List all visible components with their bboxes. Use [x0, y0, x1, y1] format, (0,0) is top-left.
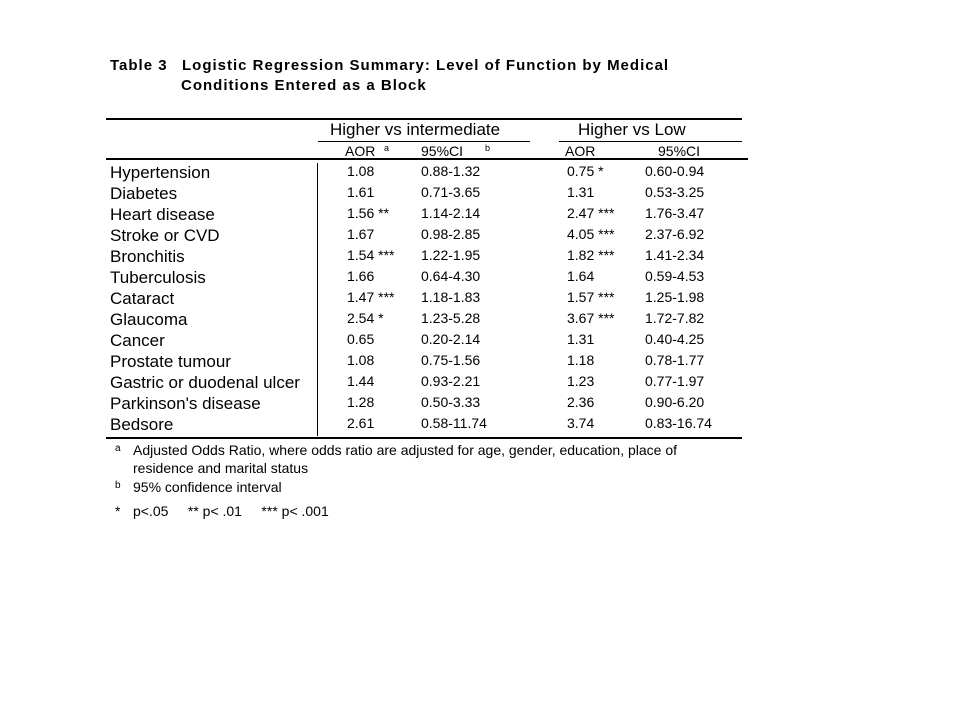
ci-intermediate: 0.88-1.32 — [421, 163, 481, 179]
ci-intermediate: 0.50-3.33 — [421, 394, 481, 410]
ci-intermediate: 0.64-4.30 — [421, 268, 481, 284]
aor-low: 1.57 *** — [567, 289, 615, 305]
ci-low: 0.59-4.53 — [645, 268, 705, 284]
condition-label: Tuberculosis — [110, 268, 206, 287]
ci-low: 1.76-3.47 — [645, 205, 705, 221]
significance-mark: * — [115, 503, 121, 519]
aor-intermediate: 1.67 — [347, 226, 375, 242]
condition-label: Bronchitis — [110, 247, 185, 266]
aor-intermediate: 1.08 — [347, 163, 375, 179]
group-header-higher-vs-low: Higher vs Low — [578, 120, 686, 139]
column-divider — [317, 163, 318, 436]
col-header-ci-1: 95%CI — [421, 143, 464, 159]
condition-label: Stroke or CVD — [110, 226, 220, 245]
ci-intermediate: 0.20-2.14 — [421, 331, 481, 347]
condition-label: Heart disease — [110, 205, 215, 224]
bottom-rule — [106, 437, 742, 439]
ci-low: 0.77-1.97 — [645, 373, 705, 389]
ci-intermediate: 1.23-5.28 — [421, 310, 481, 326]
footnote-a-text-line1: Adjusted Odds Ratio, where odds ratio are adjusted for age, gender, education, place of — [133, 442, 678, 458]
group-header-higher-vs-intermediate: Higher vs intermediate — [330, 120, 501, 139]
table-title-line1: Logistic Regression Summary: Level of Function by Medical — [182, 57, 670, 74]
ci-intermediate: 1.18-1.83 — [421, 289, 481, 305]
aor-intermediate: 0.65 — [347, 331, 375, 347]
ci-intermediate: 0.93-2.21 — [421, 373, 481, 389]
footnote-b-mark: b — [115, 480, 121, 491]
footnote-a-mark: a — [115, 443, 121, 454]
aor-low: 3.74 — [567, 415, 595, 431]
condition-label: Diabetes — [110, 184, 178, 203]
aor-low: 1.31 — [567, 331, 595, 347]
aor-low: 1.64 — [567, 268, 595, 284]
ci-low: 1.41-2.34 — [645, 247, 705, 263]
aor-intermediate: 2.54 * — [347, 310, 384, 326]
footnote-a-text-line2: residence and marital status — [133, 460, 309, 476]
col-header-aor-2: AOR — [565, 143, 596, 159]
aor-intermediate: 1.28 — [347, 394, 375, 410]
ci-footnote-mark: b — [485, 143, 491, 153]
ci-low: 1.72-7.82 — [645, 310, 705, 326]
ci-low: 0.78-1.77 — [645, 352, 705, 368]
condition-label: Parkinson's disease — [110, 394, 261, 413]
ci-low: 0.90-6.20 — [645, 394, 705, 410]
aor-intermediate: 1.66 — [347, 268, 375, 284]
aor-low: 1.31 — [567, 184, 595, 200]
ci-intermediate: 0.71-3.65 — [421, 184, 481, 200]
group2-underline — [559, 141, 742, 142]
table-title-line2: Conditions Entered as a Block — [181, 77, 427, 94]
aor-low: 4.05 *** — [567, 226, 615, 242]
aor-low: 3.67 *** — [567, 310, 615, 326]
ci-low: 0.53-3.25 — [645, 184, 705, 200]
aor-intermediate: 1.61 — [347, 184, 375, 200]
condition-label: Prostate tumour — [110, 352, 231, 371]
aor-low: 0.75 * — [567, 163, 604, 179]
ci-intermediate: 0.75-1.56 — [421, 352, 481, 368]
ci-intermediate: 1.22-1.95 — [421, 247, 481, 263]
aor-low: 1.23 — [567, 373, 595, 389]
ci-low: 0.60-0.94 — [645, 163, 705, 179]
aor-low: 2.47 *** — [567, 205, 615, 221]
aor-low: 1.18 — [567, 352, 595, 368]
aor-intermediate: 1.44 — [347, 373, 375, 389]
aor-low: 1.82 *** — [567, 247, 615, 263]
group1-underline — [318, 141, 530, 142]
col-header-aor-1: AOR — [345, 143, 376, 159]
condition-label: Hypertension — [110, 163, 211, 182]
ci-intermediate: 0.58-11.74 — [421, 415, 487, 431]
condition-label: Gastric or duodenal ulcer — [110, 373, 300, 392]
ci-low: 0.40-4.25 — [645, 331, 705, 347]
ci-low: 2.37-6.92 — [645, 226, 705, 242]
table-number: Table 3 — [110, 57, 168, 74]
aor-intermediate: 2.61 — [347, 415, 375, 431]
aor-intermediate: 1.47 *** — [347, 289, 395, 305]
footnote-b-text: 95% confidence interval — [133, 479, 282, 495]
condition-label: Bedsore — [110, 415, 174, 434]
ci-intermediate: 1.14-2.14 — [421, 205, 481, 221]
condition-label: Cancer — [110, 331, 165, 350]
significance-legend: p<.05 ** p< .01 *** p< .001 — [133, 503, 329, 519]
ci-intermediate: 0.98-2.85 — [421, 226, 481, 242]
table-title — [110, 57, 669, 74]
condition-label: Glaucoma — [110, 310, 188, 329]
aor-low: 2.36 — [567, 394, 595, 410]
aor-intermediate: 1.54 *** — [347, 247, 395, 263]
aor-intermediate: 1.08 — [347, 352, 375, 368]
aor-footnote-mark: a — [384, 143, 390, 153]
ci-low: 0.83-16.74 — [645, 415, 712, 431]
aor-intermediate: 1.56 ** — [347, 205, 390, 221]
condition-label: Cataract — [110, 289, 175, 308]
ci-low: 1.25-1.98 — [645, 289, 705, 305]
col-header-ci-2: 95%CI — [658, 143, 701, 159]
